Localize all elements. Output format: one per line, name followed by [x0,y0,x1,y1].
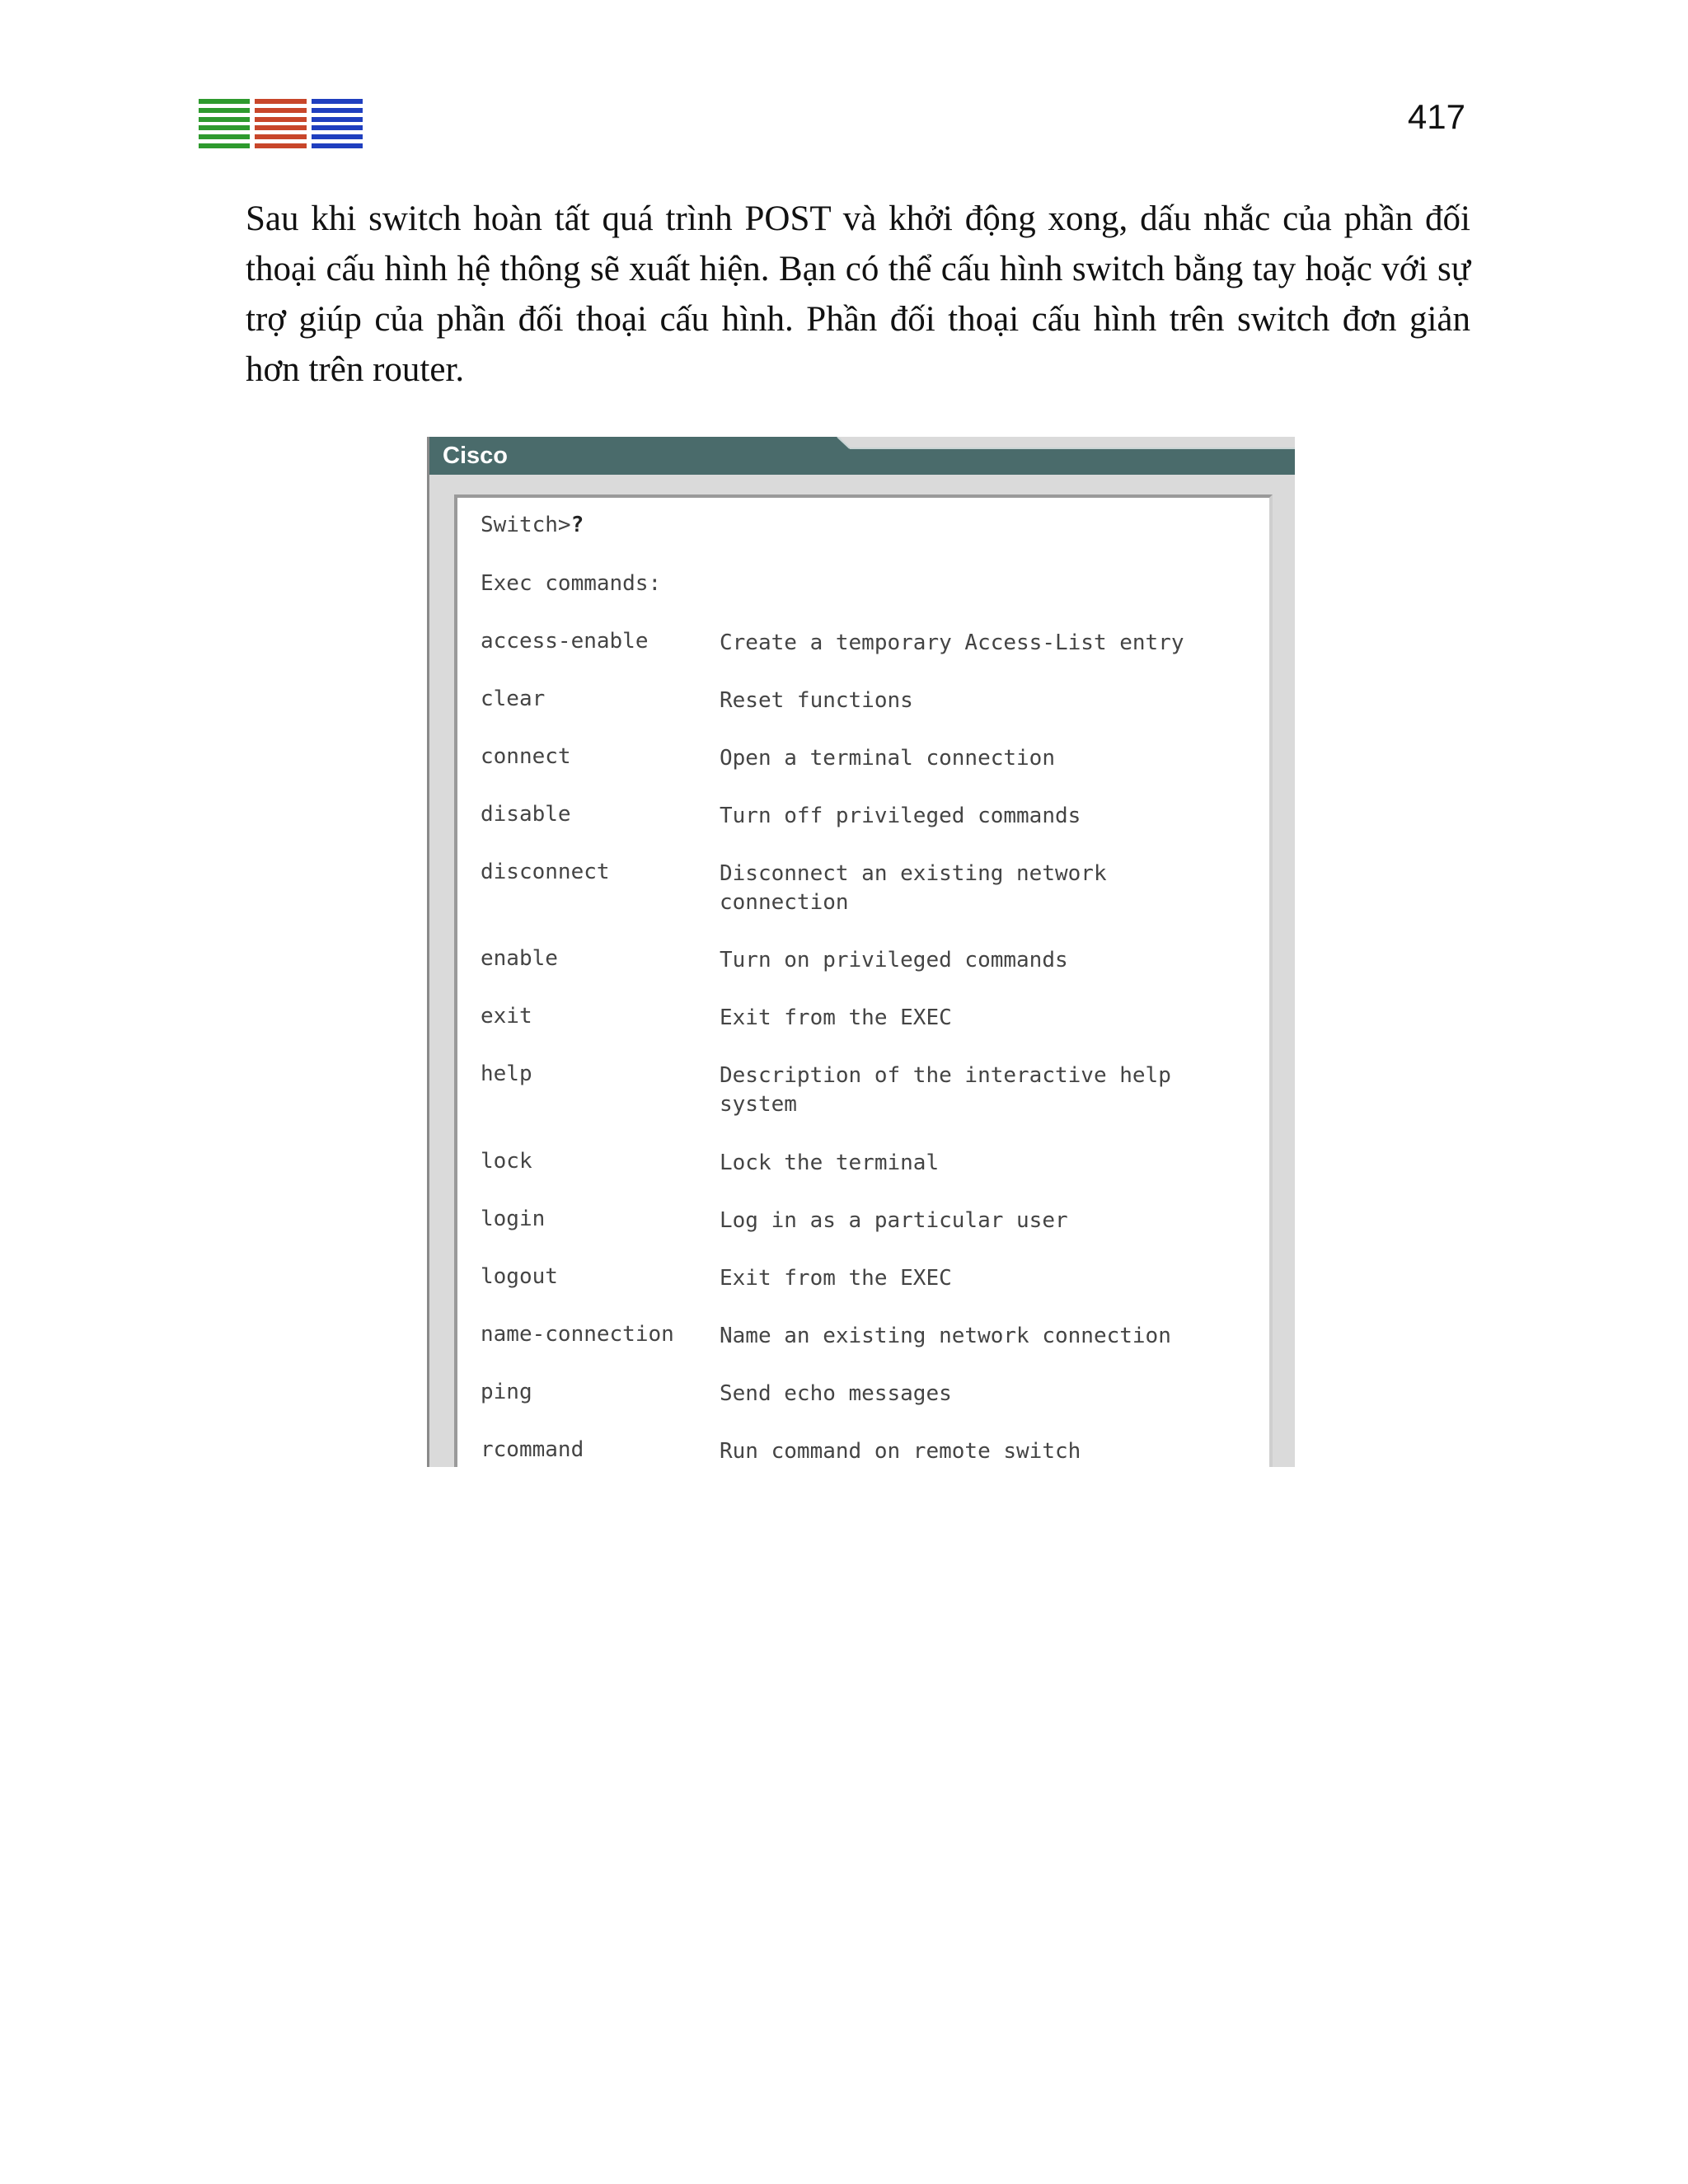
prompt-input: ? [570,513,584,537]
command-description: Reset functions [720,688,913,713]
window-title: Cisco [443,443,508,469]
terminal-output[interactable] [454,494,1273,1467]
logo-stripe [255,99,306,104]
logo-stripe [312,134,363,139]
logo-stripe [255,134,306,139]
command-name: access-enable [481,629,649,654]
logo-stripe [199,134,250,139]
command-description: Run command on remote switch [720,1439,1081,1464]
command-description: Exit from the EXEC [720,1266,952,1291]
command-name: rcommand [481,1437,584,1462]
logo-stripe [199,125,250,130]
logo-stripe [312,143,363,148]
logo-letter-n [252,99,308,148]
logo-letter-h [309,99,365,148]
logo-stripe [255,117,306,122]
logo-stripe [312,108,363,113]
command-name: enable [481,946,558,971]
prompt-line [481,513,584,537]
command-name: ping [481,1380,532,1404]
logo-stripe [312,125,363,130]
command-name: clear [481,687,546,711]
command-description: Lock the terminal [720,1151,940,1175]
logo-stripe [312,117,363,122]
command-description: Turn on privileged commands [720,948,1068,972]
page-number: 417 [1407,97,1465,136]
logo-stripe [255,125,306,130]
logo-stripe [199,143,250,148]
command-name: help [481,1062,532,1086]
logo-stripe [312,99,363,104]
command-description: Disconnect an existing network connection [720,861,1107,915]
command-description: Send echo messages [720,1381,952,1406]
window-title-bar [429,437,1295,475]
logo-stripe [199,108,250,113]
command-description: Log in as a particular user [720,1208,1068,1233]
title-bar-shape [429,437,1295,475]
command-name: name-connection [481,1322,674,1347]
command-description: Exit from the EXEC [720,1005,952,1030]
pnh-logo [196,99,365,148]
command-description: Turn off privileged commands [720,804,1081,828]
command-name: lock [481,1149,532,1174]
command-name: login [481,1207,546,1231]
command-description: Create a temporary Access-List entry [720,630,1184,655]
cisco-terminal-window [427,437,1295,1467]
logo-stripe [199,99,250,104]
command-description: Name an existing network connection [720,1324,1171,1348]
logo-stripe [255,108,306,113]
command-name: disconnect [481,860,610,884]
prompt: Switch> [481,513,571,537]
logo-stripe [255,143,306,148]
command-description: Description of the interactive help system [720,1063,1171,1117]
logo-stripe [199,117,250,122]
command-name: logout [481,1264,558,1289]
command-name: disable [481,802,571,827]
section-header: Exec commands: [481,571,662,596]
command-description: Open a terminal connection [720,746,1055,771]
logo-letter-p [196,99,252,148]
body-paragraph: Sau khi switch hoàn tất quá trình POST và khởi động xong, dấu nhắc của phần đối thoại cấu hình hệ thông sẽ xuất hiện. Bạn có thể cấu hình switch bằng tay hoặc với sự trợ giúp của phần đối thoại cấu hình. Phần đối thoại cấu hình trên switch đơn giản hơn trên router. [246,199,1470,389]
command-name: exit [481,1004,532,1029]
command-name: connect [481,744,571,769]
